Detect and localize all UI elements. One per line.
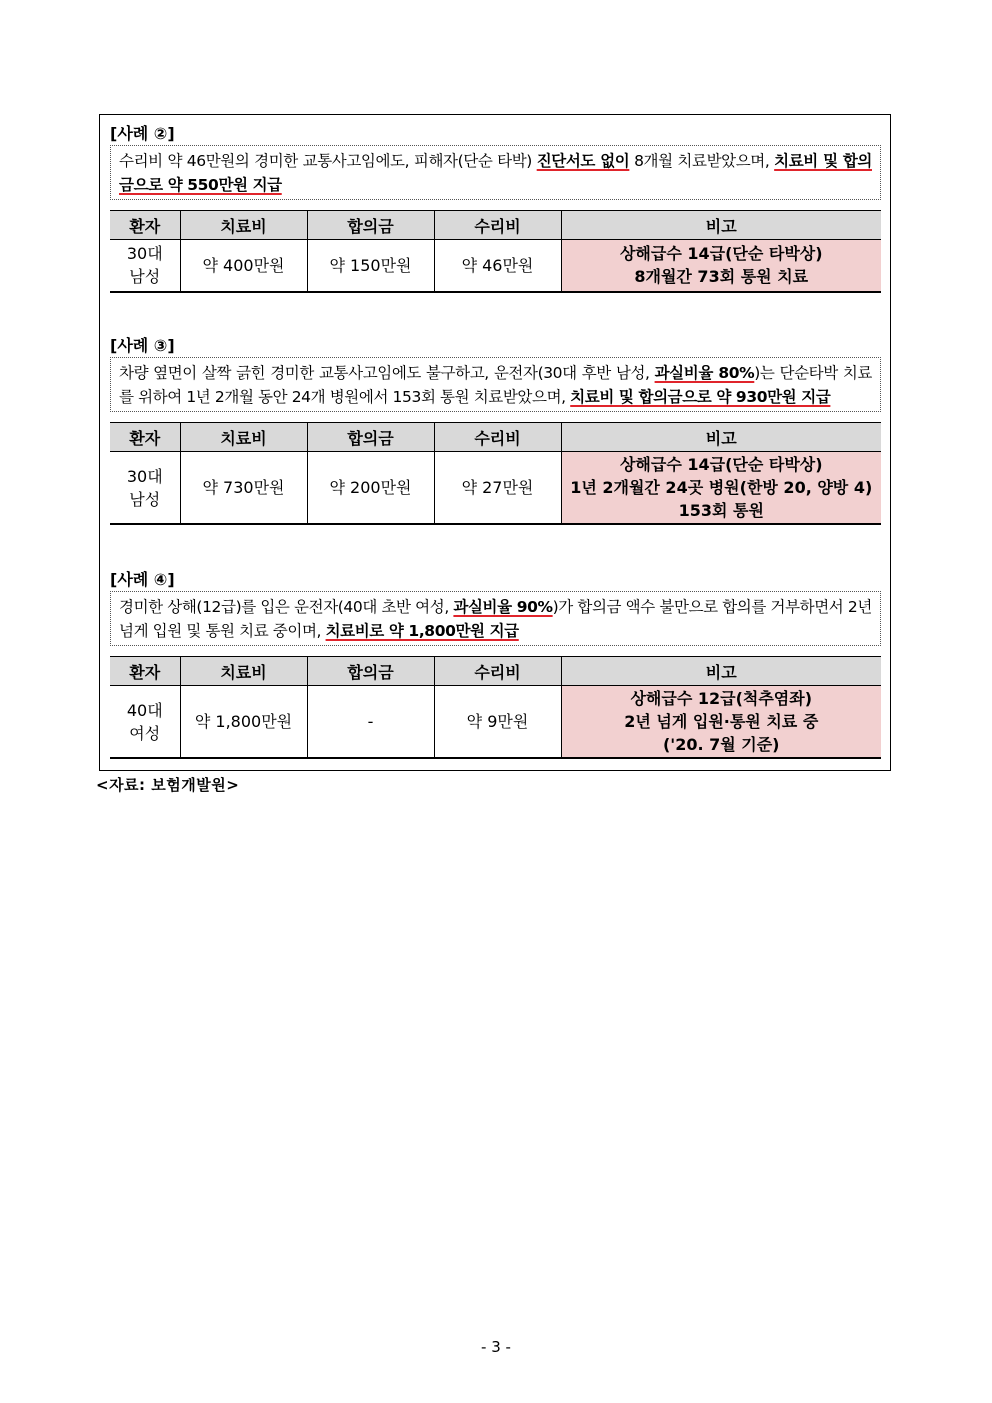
settlement-cell: 약 200만원 <box>307 452 434 525</box>
column-header: 환자 <box>110 211 180 240</box>
treatment-cell: 약 400만원 <box>180 240 307 292</box>
table-header-row <box>110 657 881 686</box>
column-header: 치료비 <box>180 211 307 240</box>
case-summary <box>110 591 881 646</box>
case-frame <box>99 114 891 771</box>
summary-highlight: 치료비로 약 1,800만원 지급 <box>325 622 519 640</box>
column-header: 합의금 <box>307 657 434 686</box>
patient-cell: 30대 남성 <box>110 452 180 525</box>
column-header: 치료비 <box>180 423 307 452</box>
patient-cell: 40대 여성 <box>110 686 180 759</box>
column-header: 치료비 <box>180 657 307 686</box>
column-header: 환자 <box>110 657 180 686</box>
table-header-row <box>110 211 881 240</box>
case-summary <box>110 357 881 412</box>
column-header: 비고 <box>561 657 881 686</box>
summary-text: 차량 옆면이 살짝 긁힌 경미한 교통사고임에도 불구하고, 운전자(30대 후반 남성, <box>119 364 655 382</box>
summary-highlight: 과실비율 90% <box>453 598 553 616</box>
summary-highlight: 치료비 및 합의금으로 약 930만원 지급 <box>570 388 831 406</box>
settlement-cell: - <box>307 686 434 759</box>
case-4 <box>110 569 881 759</box>
column-header: 수리비 <box>434 657 561 686</box>
table-row <box>110 452 881 525</box>
summary-text: )가 합의금 액수 불만으로 합의를 거부하면서 2년 넘게 입원 및 통원 치료 중이며, <box>119 598 872 640</box>
column-header: 환자 <box>110 423 180 452</box>
case-table <box>110 656 881 759</box>
settlement-cell: 약 150만원 <box>307 240 434 292</box>
note-cell: 상해급수 14급(단순 타박상) 8개월간 73회 통원 치료 <box>561 240 881 292</box>
column-header: 수리비 <box>434 211 561 240</box>
table-header-row <box>110 423 881 452</box>
summary-highlight: 과실비율 80% <box>654 364 755 382</box>
note-cell: 상해급수 14급(단순 타박상) 1년 2개월간 24곳 병원(한방 20, 양방 4) 153회 통원 <box>561 452 881 525</box>
repair-cell: 약 27만원 <box>434 452 561 525</box>
case-table <box>110 422 881 525</box>
case-title: [사례 ④] <box>110 570 175 589</box>
case-title: [사례 ③] <box>110 336 175 355</box>
column-header: 합의금 <box>307 423 434 452</box>
treatment-cell: 약 730만원 <box>180 452 307 525</box>
case-title: [사례 ②] <box>110 124 175 143</box>
repair-cell: 약 9만원 <box>434 686 561 759</box>
source-note: <자료: 보험개발원> <box>96 776 240 794</box>
case-table <box>110 210 881 293</box>
column-header: 합의금 <box>307 211 434 240</box>
patient-cell: 30대 남성 <box>110 240 180 292</box>
table-row <box>110 240 881 292</box>
table-row <box>110 686 881 759</box>
column-header: 수리비 <box>434 423 561 452</box>
case-3 <box>110 335 881 525</box>
summary-text: 수리비 약 46만원의 경미한 교통사고임에도, 피해자(단순 타박) <box>119 152 537 170</box>
case-2 <box>110 123 881 293</box>
summary-text: 8개월 치료받았으며, <box>629 152 775 170</box>
summary-text: )는 단순타박 치료를 위하여 1년 2개월 동안 24개 병원에서 153회 통원 치료받았으며, <box>119 364 872 406</box>
note-cell: 상해급수 12급(척추염좌) 2년 넘게 입원·통원 치료 중 ('20. 7월 기준) <box>561 686 881 759</box>
column-header: 비고 <box>561 211 881 240</box>
case-summary <box>110 145 881 200</box>
column-header: 비고 <box>561 423 881 452</box>
page-number: - 3 - <box>481 1338 511 1356</box>
repair-cell: 약 46만원 <box>434 240 561 292</box>
summary-text: 경미한 상해(12급)를 입은 운전자(40대 초반 여성, <box>119 598 454 616</box>
treatment-cell: 약 1,800만원 <box>180 686 307 759</box>
summary-highlight: 진단서도 없이 <box>536 152 630 170</box>
summary-highlight: 치료비 및 합의금으로 약 550만원 지급 <box>119 152 872 194</box>
